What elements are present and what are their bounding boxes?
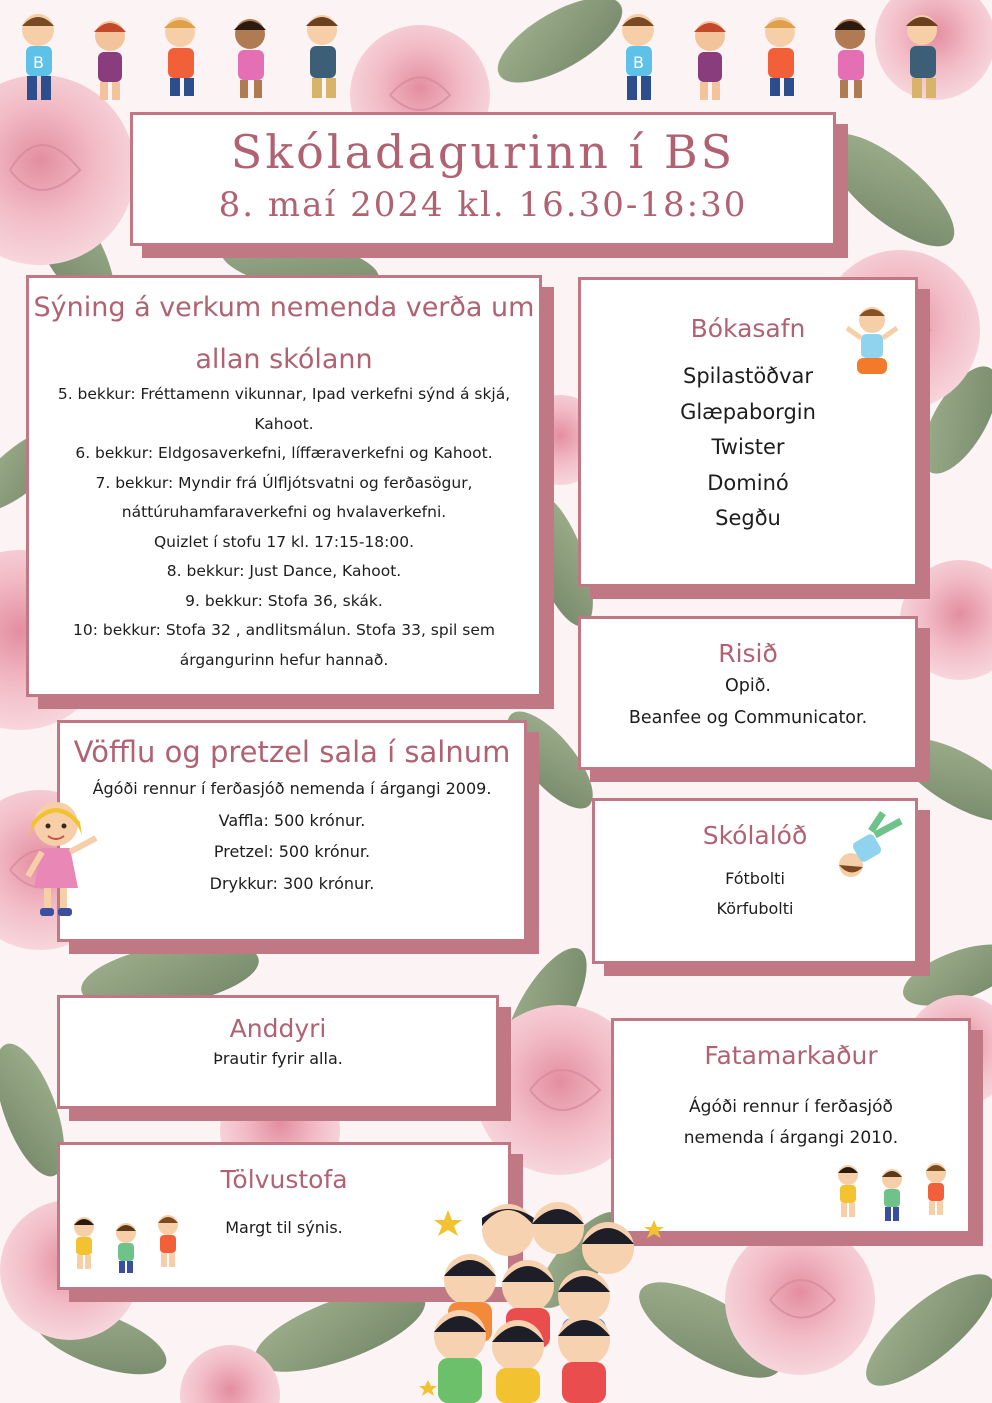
exhibition-line: 10: bekkur: Stofa 32 , andlitsmálun. Stofa 33, spil sem: [73, 621, 495, 639]
library-item: Glæpaborgin: [680, 399, 816, 424]
exhibition-line: 7. bekkur: Myndir frá Úlfljótsvatni og ferðasögur,: [95, 473, 473, 492]
kid-left-4: [234, 19, 266, 98]
library-item: Twister: [711, 435, 785, 459]
exhibition-list: [29, 380, 539, 675]
kid-right-1: [622, 14, 654, 100]
exhibition-line: 6. bekkur: Eldgosaverkefni, líffæraverkefni og Kahoot.: [75, 444, 493, 462]
library-item: Segðu: [715, 506, 781, 530]
kid-left-5: [306, 15, 338, 98]
kid-right-5: [906, 15, 938, 98]
schoolyard-line: Fótbolti: [725, 869, 785, 888]
clothing-market-line: nemenda í árgangi 2010.: [683, 1128, 899, 1148]
library-item: Dominó: [707, 470, 789, 495]
lobby-list: [60, 1045, 496, 1073]
kids-row-left-illustration: [0, 0, 360, 112]
exhibition-line: 8. bekkur: Just Dance, Kahoot.: [166, 562, 402, 580]
waving-girl-illustration: [18, 792, 104, 920]
library-list: [581, 359, 915, 537]
exhibition-line: Quizlet í stofu 17 kl. 17:15-18:00.: [153, 532, 415, 551]
kid-right-3: [764, 17, 796, 96]
attic-card: [578, 616, 918, 770]
event-date-time: 8. maí 2024 kl. 16.30-18:30: [218, 185, 748, 225]
clothing-market-line: Ágóði rennur í ferðasjóð: [689, 1097, 893, 1117]
attic-title: Risið: [718, 639, 778, 668]
attic-list: [581, 670, 915, 734]
lobby-card: [57, 995, 499, 1109]
computer-room-line: Margt til sýnis.: [225, 1218, 343, 1237]
library-item: Spilastöðvar: [683, 364, 813, 388]
clothing-market-title: Fatamarkaður: [704, 1041, 878, 1070]
waffle-sale-line: Ágóði rennur í ferðasjóð nemenda í árgangi 2009.: [92, 779, 492, 798]
three-kids-small-illustration: [64, 1211, 194, 1277]
library-title: Bókasafn: [690, 314, 806, 343]
kid-right-4: [834, 19, 866, 98]
cartwheel-kid-illustration: [831, 809, 909, 885]
clothing-market-list: [614, 1092, 968, 1154]
library-card: [578, 277, 918, 587]
schoolyard-line: Körfubolti: [716, 899, 794, 918]
lobby-line: Þrautir fyrir alla.: [213, 1049, 343, 1068]
exhibition-title: [29, 282, 539, 386]
exhibition-title-line-1: Sýning á verkum nemenda verða um: [33, 292, 535, 323]
kid-right-2: [694, 21, 726, 100]
three-kids-illustration: [828, 1159, 958, 1225]
exhibition-card: [26, 275, 542, 697]
waffle-sale-line: Drykkur: 300 krónur.: [209, 873, 375, 893]
kid-left-2: [94, 21, 126, 100]
waffle-sale-title: Vöfflu og pretzel sala í salnum: [73, 735, 511, 769]
waffle-sale-list: [60, 773, 524, 899]
page-title: Skóladagurinn í BS: [230, 125, 736, 179]
lobby-title: Anddyri: [229, 1014, 327, 1043]
computer-room-title: Tölvustofa: [220, 1165, 348, 1194]
kids-row-right-illustration: [600, 0, 960, 112]
attic-line: Beanfee og Communicator.: [628, 708, 868, 728]
waffle-sale-line: Pretzel: 500 krónur.: [213, 842, 371, 861]
kid-left-3: [164, 17, 196, 96]
crowd-back-row: [482, 1202, 634, 1274]
exhibition-line: náttúruhamfaraverkefni og hvalaverkefni.: [121, 503, 447, 521]
schoolyard-title: Skólalóð: [702, 821, 808, 850]
exhibition-line: 9. bekkur: Stofa 36, skák.: [185, 591, 383, 610]
waffle-sale-card: [57, 720, 527, 942]
schoolyard-card: [592, 798, 918, 964]
attic-line: Opið.: [724, 676, 771, 696]
waffle-sale-line: Vaffla: 500 krónur.: [218, 810, 366, 830]
kid-left-1: [22, 14, 54, 100]
exhibition-title-line-2: allan skólann: [195, 344, 373, 375]
exhibition-line: 5. bekkur: Fréttamenn vikunnar, Ipad verkefni sýnd á skjá,: [57, 385, 511, 403]
shirt-letter: B: [633, 53, 644, 72]
crowd-front-row: [434, 1310, 610, 1403]
cheering-kids-group-illustration: [408, 1190, 688, 1403]
title-card: [130, 112, 836, 246]
jumping-boy-illustration: [843, 302, 901, 382]
shirt-letter: B: [33, 53, 44, 72]
exhibition-line: Kahoot.: [254, 414, 314, 433]
exhibition-line: árgangurinn hefur hannað.: [179, 650, 389, 669]
